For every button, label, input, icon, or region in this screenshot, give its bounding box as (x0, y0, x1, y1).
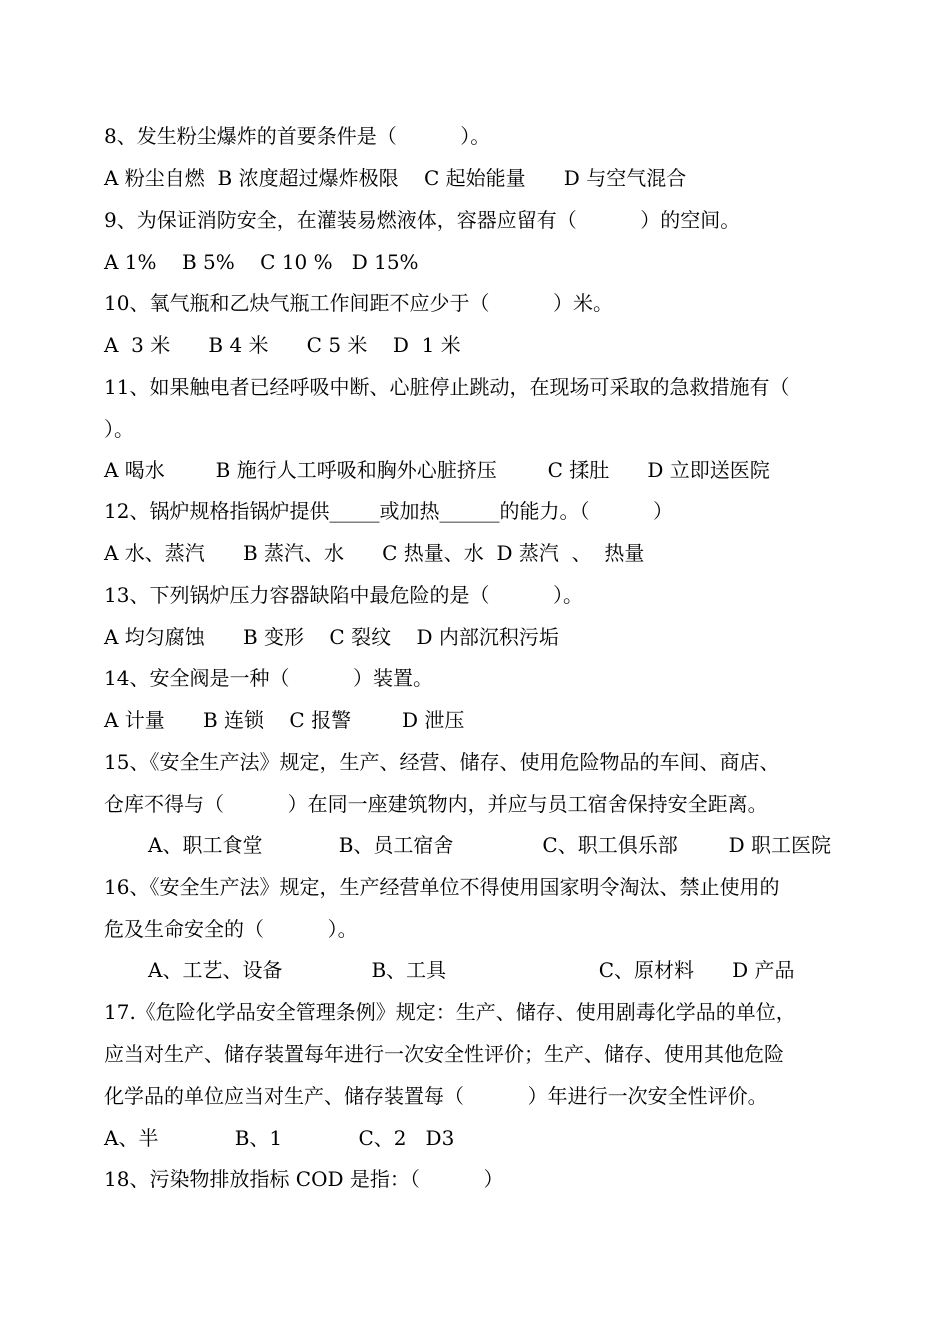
options-9: A 1% B 5% C 10 % D 15% (104, 250, 419, 274)
options-17: A、半 B、1 C、2 D3 (104, 1126, 455, 1150)
options-13: A 均匀腐蚀 B 变形 C 裂纹 D 内部沉积污垢 (104, 625, 559, 649)
options-16: A、工艺、设备 B、工具 C、原材料 D 产品 (148, 958, 795, 982)
question-17-line-1: 17.《危险化学品安全管理条例》规定：生产、储存、使用剧毒化学品的单位， (104, 1000, 796, 1024)
options-11: A 喝水 B 施行人工呼吸和胸外心脏挤压 C 揉肚 D 立即送医院 (104, 458, 770, 482)
options-8: A 粉尘自燃 B 浓度超过爆炸极限 C 起始能量 D 与空气混合 (104, 166, 687, 190)
question-16-line-2: 危及生命安全的（ ）。 (104, 917, 358, 941)
options-12: A 水、蒸汽 B 蒸汽、水 C 热量、水 D 蒸汽 、 热量 (104, 541, 645, 565)
question-10: 10、氧气瓶和乙炔气瓶工作间距不应少于（ ）米。 (104, 291, 614, 315)
question-17-line-3: 化学品的单位应当对生产、储存装置每（ ）年进行一次安全性评价。 (104, 1084, 768, 1108)
question-15-line-2: 仓库不得与（ ）在同一座建筑物内，并应与员工宿舍保持安全距离。 (104, 792, 768, 816)
question-12: 12、锅炉规格指锅炉提供_____或加热______的能力。（ ） (104, 499, 674, 523)
question-15-line-1: 15、《安全生产法》规定，生产、经营、储存、使用危险物品的车间、商店、 (104, 750, 780, 774)
question-17-line-2: 应当对生产、储存装置每年进行一次安全性评价；生产、储存、使用其他危险 (104, 1042, 784, 1066)
question-8: 8、发生粉尘爆炸的首要条件是（ ）。 (104, 124, 491, 148)
question-9: 9、为保证消防安全，在灌装易燃液体，容器应留有（ ）的空间。 (104, 208, 741, 232)
question-16-line-1: 16、《安全生产法》规定，生产经营单位不得使用国家明令淘汰、禁止使用的 (104, 875, 780, 899)
question-11-line-1: 11、如果触电者已经呼吸中断、心脏停止跳动，在现场可采取的急救措施有（ (104, 375, 790, 399)
question-11-line-2: ）。 (104, 417, 134, 441)
options-15: A、职工食堂 B、员工宿舍 C、职工俱乐部 D 职工医院 (148, 833, 831, 857)
question-13: 13、下列锅炉压力容器缺陷中最危险的是（ ）。 (104, 583, 584, 607)
options-14: A 计量 B 连锁 C 报警 D 泄压 (104, 708, 465, 732)
question-14: 14、安全阀是一种（ ）装置。 (104, 666, 434, 690)
options-10: A 3 米 B 4 米 C 5 米 D 1 米 (104, 333, 461, 357)
question-18: 18、污染物排放指标 COD 是指：（ ） (104, 1167, 504, 1191)
